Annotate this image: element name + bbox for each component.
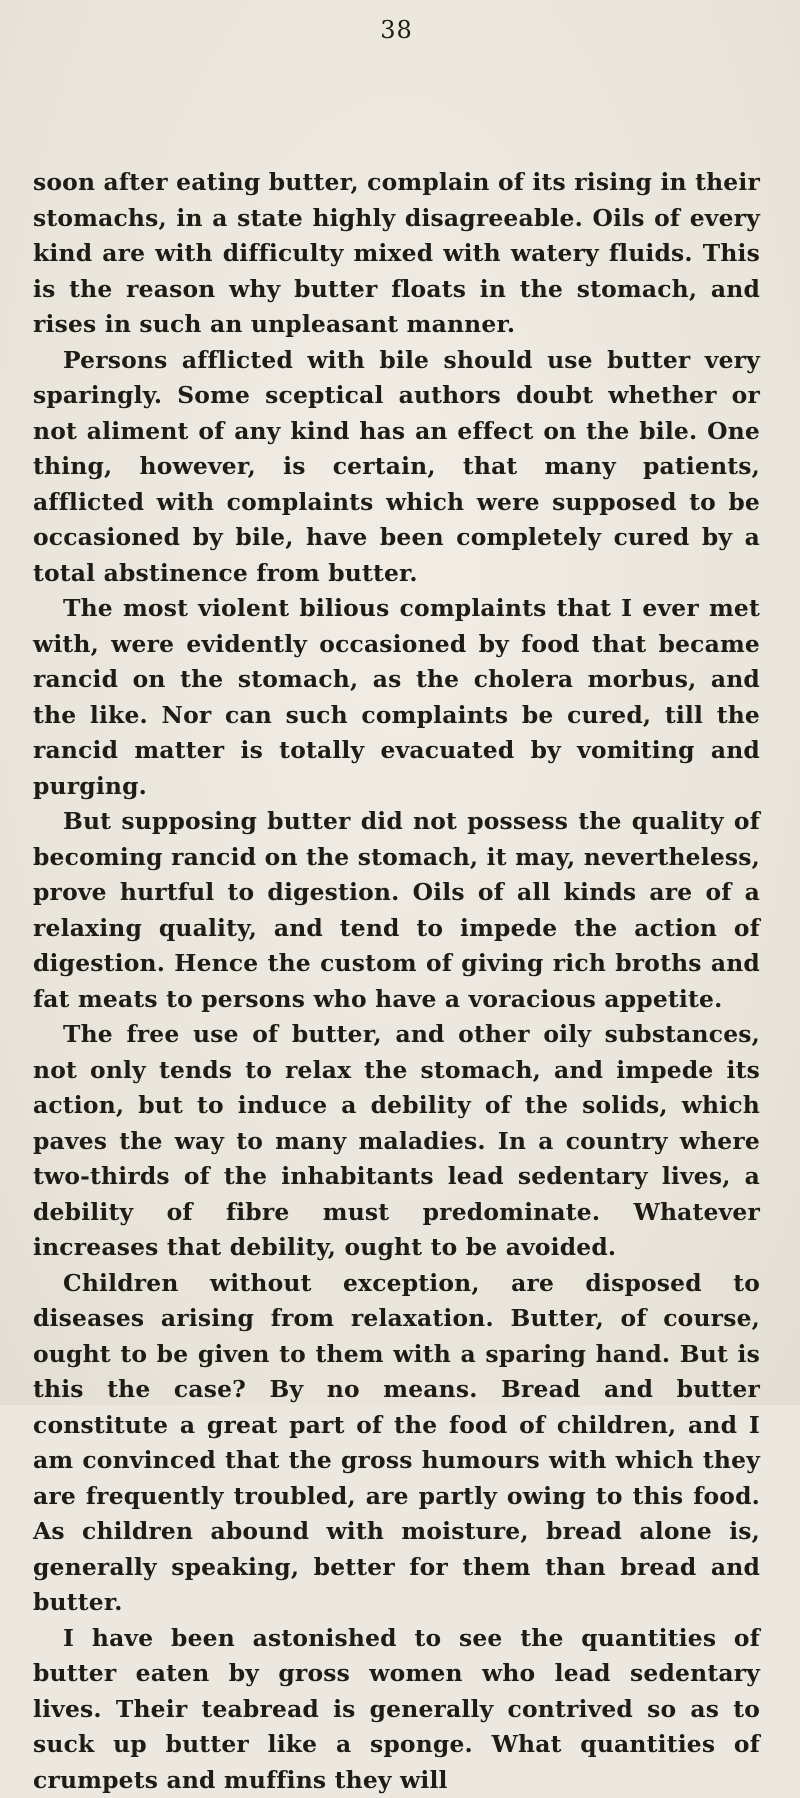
paragraph-1: soon after eating butter, complain of its rising in their stomachs, in a state highly disagreeable. Oils of every kind are with difficulty mixed with watery fluids. This is the reason why butter floats in the stomach, and rises in such an unpleasant manner. bbox=[33, 165, 760, 343]
page-body bbox=[33, 165, 760, 1798]
paragraph-6: Children without exception, are disposed to diseases arising from relaxation. Butter, of course, ought to be given to them with a sparing hand. But is this the case? By no means. Bread and butter constitute a great part of the food of children, and I am convinced that the gross humours with which they are frequently troubled, are partly owing to this food. As children abound with moisture, bread alone is, generally speaking, better for them than bread and butter. bbox=[33, 1266, 760, 1621]
paragraph-4: But supposing butter did not possess the quality of becoming rancid on the stomach, it may, nevertheless, prove hurtful to digestion. Oils of all kinds are of a relaxing quality, and tend to impede the action of digestion. Hence the custom of giving rich broths and fat meats to persons who have a voracious appetite. bbox=[33, 804, 760, 1017]
paragraph-5: The free use of butter, and other oily substances, not only tends to relax the stomach, and impede its action, but to induce a debility of the solids, which paves the way to many maladies. In a country where two-thirds of the inhabitants lead sedentary lives, a debility of fibre must predominate. Whatever increases that debility, ought to be avoided. bbox=[33, 1017, 760, 1266]
page-number: 38 bbox=[33, 10, 760, 50]
paragraph-3: The most violent bilious complaints that I ever met with, were evidently occasioned by food that became rancid on the stomach, as the cholera morbus, and the like. Nor can such complaints be cured, till the rancid matter is totally evacuated by vomiting and purging. bbox=[33, 591, 760, 804]
paragraph-7: I have been astonished to see the quantities of butter eaten by gross women who lead sedentary lives. Their teabread is generally contrived so as to suck up butter like a sponge. What quantities of crumpets and muffins they will bbox=[33, 1621, 760, 1798]
paragraph-2: Persons afflicted with bile should use butter very sparingly. Some sceptical authors doubt whether or not aliment of any kind has an effect on the bile. One thing, however, is certain, that many patients, afflicted with complaints which were supposed to be occasioned by bile, have been completely cured by a total abstinence from butter. bbox=[33, 343, 760, 592]
